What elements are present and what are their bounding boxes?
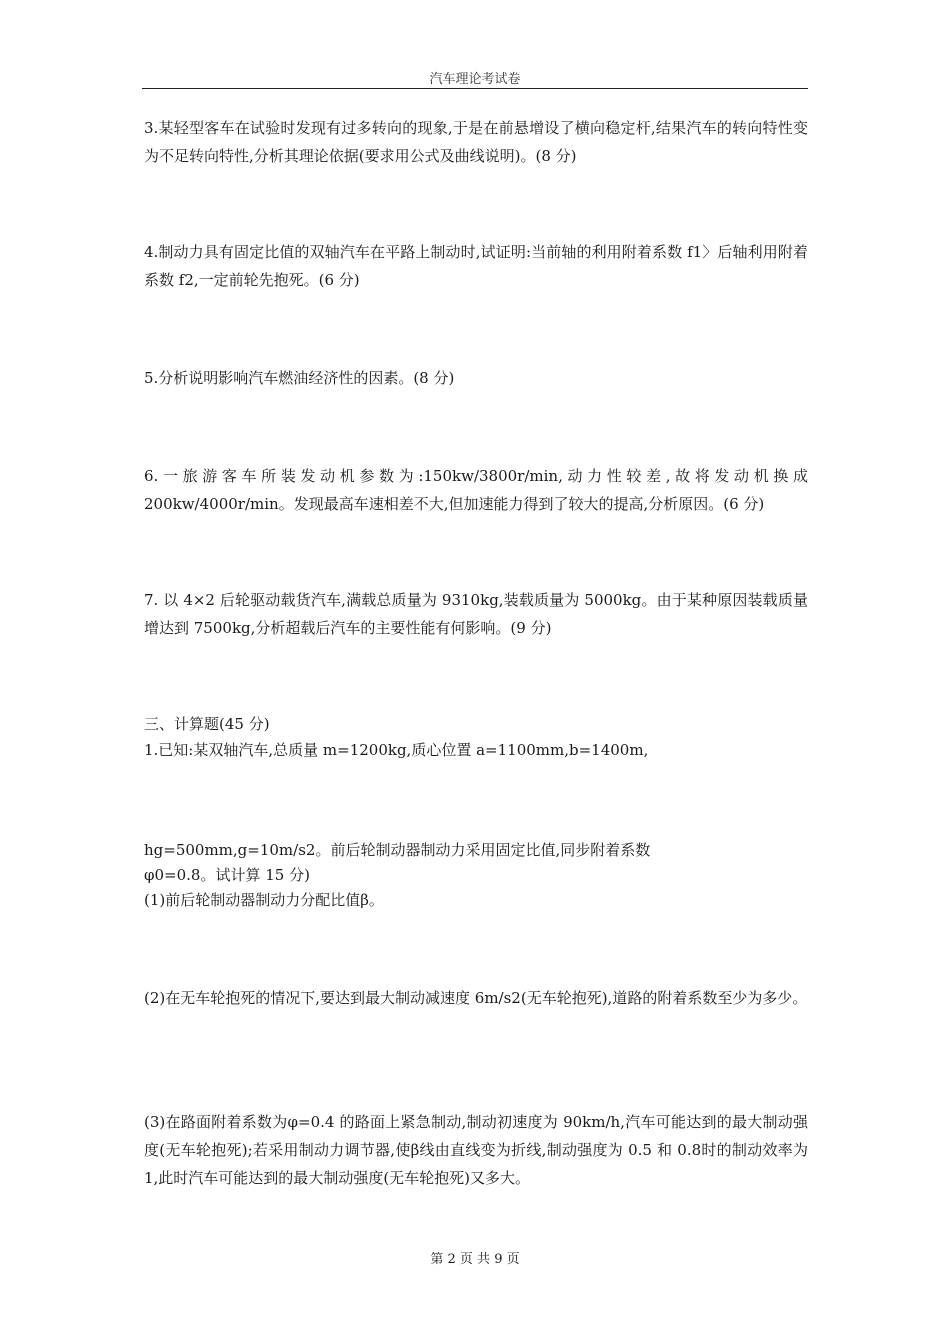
page-header-title: 汽车理论考试卷 [429,72,521,87]
sub-question-2: (2)在无车轮抱死的情况下,要达到最大制动减速度 6m/s2(无车轮抱死),道路的附着系数至少为多少。 [144,989,808,1007]
sub-question-3: (3)在路面附着系数为φ=0.4 的路面上紧急制动,制动初速度为 90km/h,汽车可能达到的最大制动强度(无车轮抱死);若采用制动力调节器,使β线由直线变为折线,制动强度为 0.5 和 0.8时的制动效率为 1,此时汽车可能达到的最大制动强度(无车轮抱死)又多大。 [144,1113,808,1187]
calc-problem-1-line-1: 1.已知:某双轴汽车,总质量 m=1200kg,质心位置 a=1100mm,b=1400m, [144,741,649,759]
question-4: 4.制动力具有固定比值的双轴汽车在平路上制动时,试证明:当前轴的利用附着系数 f1〉后轴利用附着系数 f2,一定前轮先抱死。(6 分) [144,243,808,289]
question-6: 6.一旅游客车所装发动机参数为:150kw/3800r/min,动力性较差,故将发动机换成200kw/4000r/min。发现最高车速相差不大,但加速能力得到了较大的提高,分析原因。(6 分) [144,467,808,513]
calc-problem-1-line-2: hg=500mm,g=10m/s2。前后轮制动器制动力采用固定比值,同步附着系数 [144,841,651,859]
calc-problem-1-line-3: φ0=0.8。试计算 15 分) [144,866,310,884]
page-number-footer [0,1248,950,1267]
question-3: 3.某轻型客车在试验时发现有过多转向的现象,于是在前悬增设了横向稳定杆,结果汽车的转向特性变为不足转向特性,分析其理论依据(要求用公式及曲线说明)。(8 分) [144,119,808,165]
question-5: 5.分析说明影响汽车燃油经济性的因素。(8 分) [144,369,455,387]
page-number-label: 第 2 页 共 9 页 [430,1252,520,1267]
question-7: 7. 以 4×2 后轮驱动载货汽车,满载总质量为 9310kg,装载质量为 5000kg。由于某种原因装载质量增达到 7500kg,分析超载后汽车的主要性能有何影响。(9 分) [144,591,808,637]
sub-question-1: (1)前后轮制动器制动力分配比值β。 [144,891,384,909]
header-divider [142,88,808,89]
section-3-title: 三、计算题(45 分) [144,715,270,733]
